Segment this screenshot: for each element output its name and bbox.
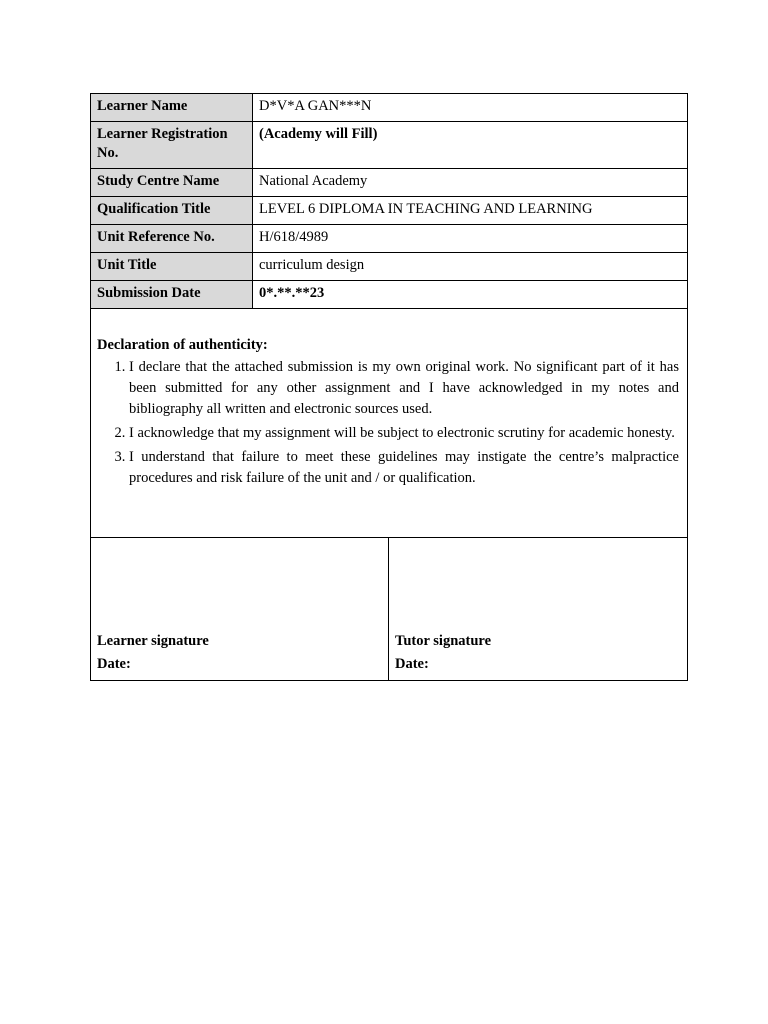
- registration-no-value: (Academy will Fill): [253, 122, 688, 169]
- learner-signature-label: Learner signature: [97, 633, 209, 649]
- declaration-list: [97, 357, 679, 489]
- table-row-unit-reference: [91, 225, 688, 253]
- submission-date-value: 0*.**.**23: [253, 281, 688, 309]
- table-row-unit-title: [91, 253, 688, 281]
- learner-date-label: Date:: [97, 656, 131, 672]
- declaration-item: 1. I declare that the attached submission is my own original work. No significant part of it has been submitted for any other assignment and I have acknowledged in my notes and bibliography all written and electronic sources used.: [129, 357, 679, 420]
- learner-name-label: Learner Name: [91, 94, 253, 122]
- table-row-submission-date: [91, 281, 688, 309]
- study-centre-label: Study Centre Name: [91, 169, 253, 197]
- learner-signature-box[interactable]: [91, 538, 389, 680]
- table-row-learner-name: [91, 94, 688, 122]
- tutor-date-label: Date:: [395, 656, 429, 672]
- study-centre-value: National Academy: [253, 169, 688, 197]
- registration-no-label: Learner Registration No.: [91, 122, 253, 169]
- table-row-registration-no: [91, 122, 688, 169]
- signature-row: [90, 538, 688, 681]
- cover-sheet: [90, 93, 688, 681]
- learner-name-value: D*V*A GAN***N: [253, 94, 688, 122]
- unit-title-value: curriculum design: [253, 253, 688, 281]
- learner-info-table: [90, 93, 688, 309]
- qualification-title-label: Qualification Title: [91, 197, 253, 225]
- unit-title-label: Unit Title: [91, 253, 253, 281]
- declaration-title: Declaration of authenticity:: [97, 337, 268, 353]
- submission-date-label: Submission Date: [91, 281, 253, 309]
- unit-reference-value: H/618/4989: [253, 225, 688, 253]
- declaration-item: 3. I understand that failure to meet these guidelines may instigate the centre’s malpractice procedures and risk failure of the unit and / or qualification.: [129, 447, 679, 489]
- declaration-item: 2. I acknowledge that my assignment will be subject to electronic scrutiny for academic honesty.: [129, 423, 679, 444]
- tutor-signature-label: Tutor signature: [395, 633, 492, 649]
- declaration-section: [90, 309, 688, 538]
- tutor-signature-box[interactable]: [389, 538, 687, 680]
- table-row-qualification-title: [91, 197, 688, 225]
- qualification-title-value: LEVEL 6 DIPLOMA IN TEACHING AND LEARNING: [253, 197, 688, 225]
- table-row-study-centre: [91, 169, 688, 197]
- unit-reference-label: Unit Reference No.: [91, 225, 253, 253]
